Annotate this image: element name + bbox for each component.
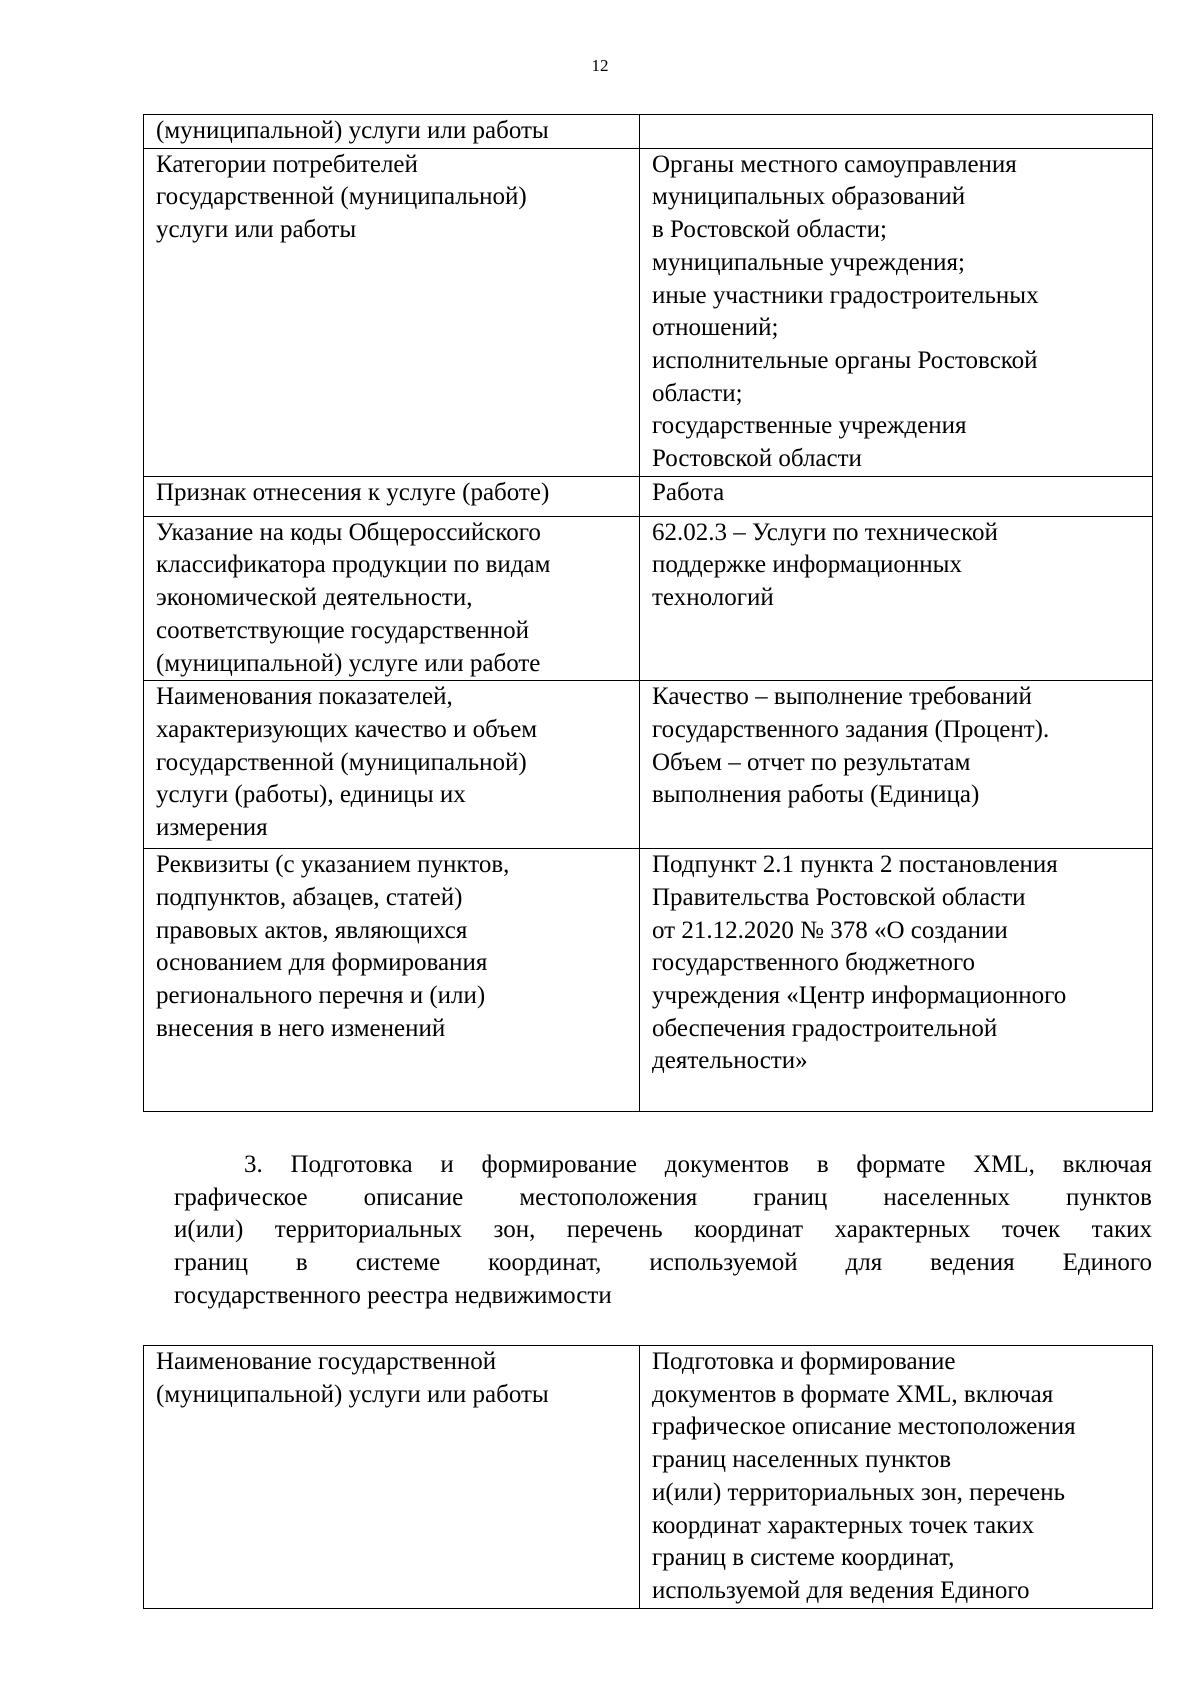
row-label-indicators: Наименования показателей, характеризующих качество и объем государственной (муниципальной) услуги (работы), единицы их измерения: [144, 681, 640, 849]
row-value-service-name: Подготовка и формирование документов в формате XML, включая графическое описание местоположения границ населенных пунктов и(или) территориальных зон, перечень координат характерных точек таких границ в системе координат, используемой для ведения Единого: [640, 1346, 1153, 1609]
row-label-service-name-continued: (муниципальной) услуги или работы: [144, 115, 640, 149]
row-label-service-name: Наименование государственной (муниципальной) услуги или работы: [144, 1346, 640, 1609]
table-row: [144, 148, 1153, 476]
table-row: [144, 115, 1153, 149]
section-3-heading: [174, 1149, 1152, 1313]
row-label-consumer-categories: Категории потребителей государственной (муниципальной) услуги или работы: [144, 148, 640, 476]
table-row: [144, 1346, 1153, 1609]
row-value-consumer-categories: Органы местного самоуправления муниципальных образований в Ростовской области; муниципальные учреждения; иные участники градостроительных отношений; исполнительные органы Ростовской области; государственные учреждения Ростовской области: [640, 148, 1153, 476]
row-label-legal-acts: Реквизиты (с указанием пунктов, подпунктов, абзацев, статей) правовых актов, являющихся основанием для формирования регионального перечня и (или) внесения в него изменений: [144, 849, 640, 1112]
heading-line: графическое описание местоположения границ населенных пунктов: [174, 1183, 1152, 1211]
row-value-legal-acts: Подпункт 2.1 пункта 2 постановления Правительства Ростовской области от 21.12.2020 № 378 «О создании государственного бюджетного учреждения «Центр информационного обеспечения градостроительной деятельности»: [640, 849, 1153, 1112]
table-row: [144, 849, 1153, 1112]
row-label-service-attribute: Признак отнесения к услуге (работе): [144, 476, 640, 516]
row-value-service-attribute: Работа: [640, 476, 1153, 516]
heading-line: государственного реестра недвижимости: [174, 1281, 612, 1309]
row-label-okpd-codes: Указание на коды Общероссийского классификатора продукции по видам экономической деятельности, соответствующие государственной (муниципальной) услуге или работе: [144, 516, 640, 681]
table-row: [144, 681, 1153, 849]
heading-line: границ в системе координат, используемой для ведения Единого: [174, 1249, 1152, 1277]
heading-line: 3. Подготовка и формирование документов в формате XML, включая: [244, 1151, 1152, 1178]
row-value-okpd-codes: 62.02.3 – Услуги по технической поддержке информационных технологий: [640, 516, 1153, 681]
page-number: 12: [591, 56, 609, 75]
service-name-table: [143, 1345, 1153, 1609]
table-row: [144, 516, 1153, 681]
service-details-table: [143, 114, 1153, 1112]
row-value-indicators: Качество – выполнение требований государственного задания (Процент). Объем – отчет по результатам выполнения работы (Единица): [640, 681, 1153, 849]
heading-line: и(или) территориальных зон, перечень координат характерных точек таких: [174, 1216, 1152, 1244]
table-row: [144, 476, 1153, 516]
row-value-service-name-continued: [640, 115, 1153, 149]
